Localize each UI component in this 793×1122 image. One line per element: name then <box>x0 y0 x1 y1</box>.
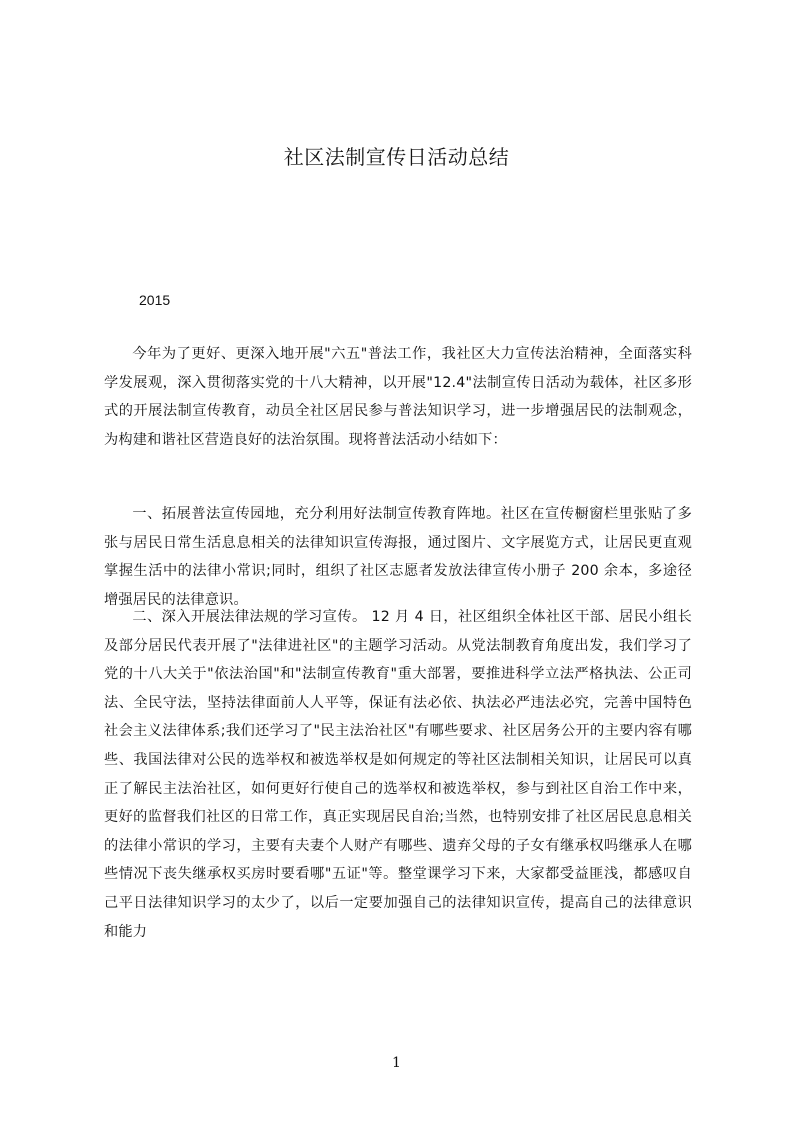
paragraph-section-one: 一、拓展普法宣传园地，充分利用好法制宣传教育阵地。社区在宣传橱窗栏里张贴了多张与居民日常生活息息相关的法律知识宣传海报，通过图片、文字展览方式，让居民更直观掌握生活中的法律小常识;同时，组织了社区志愿者发放法律宣传小册子 200 余本，多途径增强居民的法律意识。 <box>104 506 692 608</box>
page-number: 1 <box>392 1055 401 1071</box>
paragraph-section-two: 二、深入开展法律法规的学习宣传。 12 月 4 日，社区组织全体社区干部、居民小组长及部分居民代表开展了"法律进社区"的主题学习活动。从党法制教育角度出发，我们学习了党的十八大关于"依法治国"和"法制宣传教育"重大部署，要推进科学立法严格执法、公正司法、全民守法，坚持法律面前人人平等，保证有法必依、执法必严违法必究，完善中国特色社会主义法律体系;我们还学习了"民主法治社区"有哪些要求、社区居务公开的主要内容有哪些、我国法律对公民的选举权和被选举权是如何规定的等社区法制相关知识，让居民可以真正了解民主法治社区，如何更好行使自己的选举权和被选举权，参与到社区自治工作中来，更好的监督我们社区的日常工作，真正实现居民自治;当然，也特别安排了社区居民息息相关的法律小常识的学习，主要有夫妻个人财产有哪些、遗弃父母的子女有继承权吗继承人在哪些情况下丧失继承权买房时要看哪"五证"等。整堂课学习下来，大家都受益匪浅，都感叹自己平日法律知识学习的太少了，以后一定要加强自己的法律知识宣传，提高自己的法律意识和能力 <box>104 609 692 940</box>
paragraph-intro: 今年为了更好、更深入地开展"六五"普法工作，我社区大力宣传法治精神，全面落实科学发展观，深入贯彻落实党的十八大精神，以开展"12.4"法制宣传日活动为载体，社区多形式的开展法制宣传教育，动员全社区居民参与普法知识学习，进一步增强居民的法制观念，为构建和谐社区营造良好的法治氛围。现将普法活动小结如下： <box>104 346 692 448</box>
document-year: 2015 <box>139 292 171 308</box>
document-title: 社区法制宣传日活动总结 <box>283 145 510 169</box>
